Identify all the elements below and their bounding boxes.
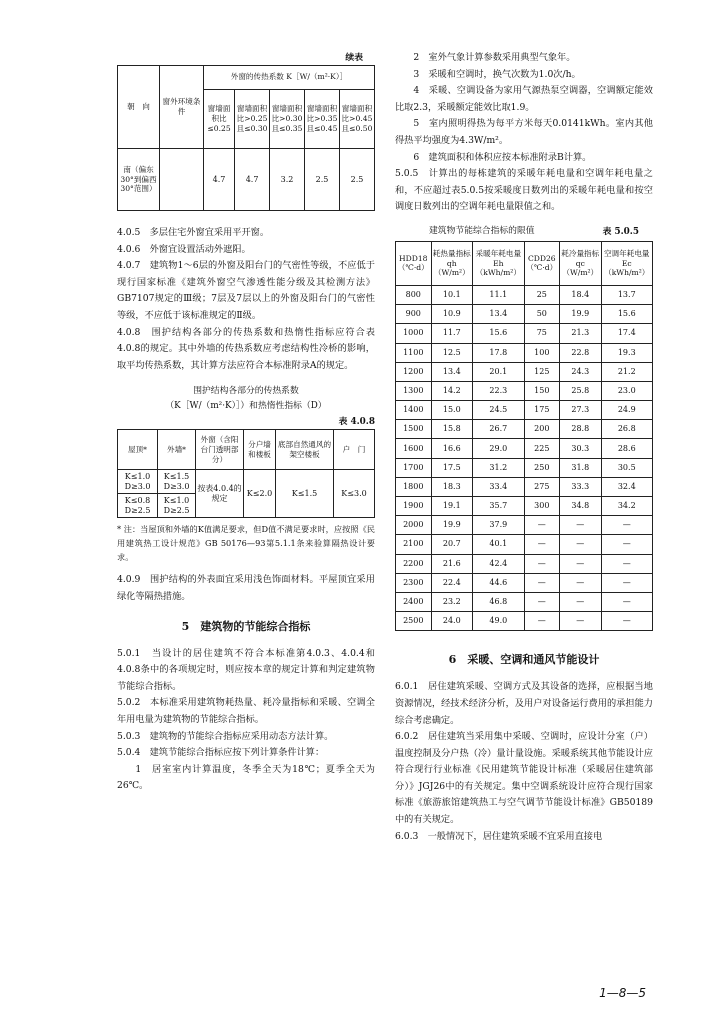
row-orientation: 南（偏东30°到偏西30°范围） — [118, 149, 160, 211]
header-wall: 外墙* — [158, 430, 196, 470]
table-row — [396, 420, 653, 439]
table-cell: 1800 — [396, 477, 432, 496]
left-column — [117, 0, 375, 795]
table-cell: — — [560, 516, 602, 535]
clause-4-0-9: 4.0.9 围护结构的外表面宜采用浅色饰面材料。平屋顶宜采用绿化等隔热措施。 — [117, 574, 375, 602]
table-cell: — — [601, 554, 652, 573]
table-505-header: 耗冷量指标 qc（W/m²） — [560, 241, 602, 285]
section-6-title: 6 采暖、空调和通风节能设计 — [448, 653, 600, 667]
table-cell: 28.6 — [601, 439, 652, 458]
table-404-continued — [117, 65, 375, 211]
k-value: 3.2 — [270, 149, 305, 211]
header-floor: 底部自然通风的架空楼板 — [276, 430, 334, 470]
table-cell: 50 — [524, 305, 559, 324]
table-cell: 44.6 — [473, 573, 524, 592]
table-cell: — — [601, 535, 652, 554]
partition-value: K≤2.0 — [244, 470, 276, 518]
clause-5-0-4-item-6: 6 建筑面积和体积应按本标准附录B计算。 — [413, 151, 592, 163]
table-408-title: 围护结构各部分的传热系数 — [193, 386, 299, 397]
table-cell: 32.4 — [601, 477, 652, 496]
clause-5-0-4: 5.0.4 建筑节能综合指标应按下列计算条件计算： — [117, 747, 325, 759]
table-cell: 40.1 — [473, 535, 524, 554]
table-cell: 24.9 — [601, 401, 652, 420]
table-cell: — — [601, 573, 652, 592]
table-cell: 2000 — [396, 516, 432, 535]
table-cell: 11.1 — [473, 285, 524, 304]
table-cell: — — [524, 554, 559, 573]
table-cell: 30.5 — [601, 458, 652, 477]
table-cell: 25.8 — [560, 381, 602, 400]
clause-6-0-3: 6.0.3 一般情况下，居住建筑采暖不宜采用直接电 — [395, 830, 603, 842]
table-cell: 25 — [524, 285, 559, 304]
table-row — [396, 535, 653, 554]
table-cell: 275 — [524, 477, 559, 496]
table-cell: 300 — [524, 497, 559, 516]
table-row — [396, 592, 653, 611]
table-cell: — — [601, 592, 652, 611]
header-orientation: 朝 向 — [118, 66, 160, 149]
header-partition: 分户墙和楼板 — [244, 430, 276, 470]
table-cell: 75 — [524, 324, 559, 343]
table-cell: 1000 — [396, 324, 432, 343]
table-cell: 31.8 — [560, 458, 602, 477]
clause-6-0-1: 6.0.1 居住建筑采暖、空调方式及其设备的选择，应根据当地资源情况，经技术经济分析，及用户对设备运行费用的承担能力综合考虑确定。 — [395, 681, 653, 726]
table-cell: — — [524, 573, 559, 592]
table-cell: 26.8 — [601, 420, 652, 439]
table-row — [396, 516, 653, 535]
table-cell: — — [560, 554, 602, 573]
table-505-header: CDD26（℃·d） — [524, 241, 559, 285]
k-value: 2.5 — [305, 149, 340, 211]
table-row — [396, 573, 653, 592]
table-cell: 1600 — [396, 439, 432, 458]
table-cell: 21.2 — [601, 362, 652, 381]
table-cell: 19.9 — [431, 516, 473, 535]
header-ratio-col: 窗墙面积比>0.45且≤0.50 — [339, 89, 374, 148]
table-505-header: HDD18（℃·d） — [396, 241, 432, 285]
table-408-number: 表 4.0.8 — [338, 417, 375, 428]
table-408-note: * 注：当屋顶和外墙的K值满足要求，但D值不满足要求时，应按照《民用建筑热工设计规范》GB 50176—93第5.1.1条来验算隔热设计要求。 — [117, 524, 375, 563]
table-cell: 2200 — [396, 554, 432, 573]
table-cell: 1400 — [396, 401, 432, 420]
table-cell: 19.1 — [431, 497, 473, 516]
table-cell: 17.8 — [473, 343, 524, 362]
clause-5-0-3: 5.0.3 建筑物的节能综合指标应采用动态方法计算。 — [117, 730, 334, 742]
table-cell: 10.1 — [431, 285, 473, 304]
clause-4-0-7: 4.0.7 建筑物1～6层的外窗及阳台门的气密性等级，不应低于现行国家标准《建筑外窗空气渗透性能分级及其检测方法》GB7107规定的Ⅲ级；7层及7层以上的外窗及阳台门的气密性等级，不应低于该标准规定的Ⅱ级。 — [117, 260, 375, 321]
table-cell: 11.7 — [431, 324, 473, 343]
clause-5-0-4-item-3: 3 采暖和空调时，换气次数为1.0次/h。 — [413, 68, 581, 80]
table-cell: — — [601, 516, 652, 535]
table-cell: 200 — [524, 420, 559, 439]
table-cell: — — [560, 612, 602, 631]
table-cell: 15.8 — [431, 420, 473, 439]
table-row — [396, 612, 653, 631]
table-cell: 100 — [524, 343, 559, 362]
section-5-title: 5 建筑物的节能综合指标 — [181, 619, 311, 633]
table-cell: 34.8 — [560, 497, 602, 516]
table-row — [396, 362, 653, 381]
table-cell: 1500 — [396, 420, 432, 439]
table-cell: 2300 — [396, 573, 432, 592]
table-cell: 29.0 — [473, 439, 524, 458]
table-cell: 15.6 — [473, 324, 524, 343]
window-value: 按表4.0.4的规定 — [196, 470, 244, 518]
continued-label: 续表 — [345, 53, 363, 63]
table-cell: — — [560, 535, 602, 554]
table-408 — [117, 429, 375, 518]
table-row — [396, 285, 653, 304]
table-cell: 13.7 — [601, 285, 652, 304]
table-cell: 19.9 — [560, 305, 602, 324]
table-cell: 24.3 — [560, 362, 602, 381]
table-cell: 14.2 — [431, 381, 473, 400]
table-cell: 37.9 — [473, 516, 524, 535]
table-row — [396, 343, 653, 362]
header-ratio-col: 窗墙面积比>0.35且≤0.45 — [305, 89, 340, 148]
table-cell: 175 — [524, 401, 559, 420]
table-cell: 22.3 — [473, 381, 524, 400]
table-row — [396, 305, 653, 324]
table-cell: — — [524, 612, 559, 631]
table-cell: 42.4 — [473, 554, 524, 573]
table-cell: 35.7 — [473, 497, 524, 516]
header-ratio-col: 窗墙面积比>0.30且≤0.35 — [270, 89, 305, 148]
page-number: 1—8—5 — [599, 986, 646, 1000]
clause-5-0-4-item-2: 2 室外气象计算参数采用典型气象年。 — [413, 52, 576, 63]
header-ratio-col: 窗墙面积比≤0.25 — [204, 89, 235, 148]
table-cell: 225 — [524, 439, 559, 458]
table-cell: — — [560, 573, 602, 592]
table-cell: 2500 — [396, 612, 432, 631]
clause-6-0-2: 6.0.2 居住建筑当采用集中采暖、空调时，应设计分室（户）温度控制及分户热（冷）量计量设施。采暖系统其他节能设计应符合现行行业标准《民用建筑节能设计标准（采暖居住建筑部分）》JGJ26中的有关规定。集中空调系统设计应符合现行国家标准《旅游旅馆建筑热工与空气调节节能设计标准》GB50189中的有关规定。 — [395, 731, 653, 826]
table-row — [396, 439, 653, 458]
table-505-title: 建筑物节能综合指标的限值 — [429, 225, 535, 236]
table-cell: 250 — [524, 458, 559, 477]
clause-4-0-8: 4.0.8 围护结构各部分的传热系数和热惰性指标应符合表4.0.8的规定。其中外墙的传热系数应考虑结构性冷桥的影响，取平均传热系数，其计算方法应符合本标准附录A的规定。 — [117, 326, 375, 371]
clause-5-0-4-item-1: 1 居室室内计算温度，冬季全天为18℃；夏季全天为26℃。 — [117, 763, 375, 792]
table-cell: 17.4 — [601, 324, 652, 343]
table-cell: 19.3 — [601, 343, 652, 362]
table-cell: — — [601, 612, 652, 631]
table-505-header: 空调年耗电量 Ec（kWh/m²） — [601, 241, 652, 285]
header-k-group: 外窗的传热系数 K［W/（m²·K）］ — [204, 66, 375, 90]
table-cell: 31.2 — [473, 458, 524, 477]
header-ratio-col: 窗墙面积比>0.25且≤0.30 — [235, 89, 270, 148]
table-505-header: 耗热量指标 qh（W/m²） — [431, 241, 473, 285]
table-cell: 27.3 — [560, 401, 602, 420]
table-row — [396, 381, 653, 400]
header-window: 外窗（含阳台门透明部分） — [196, 430, 244, 470]
table-cell: — — [560, 592, 602, 611]
table-cell: 49.0 — [473, 612, 524, 631]
table-cell: 2400 — [396, 592, 432, 611]
roof-value: K≤1.0 D≥3.0 — [118, 470, 158, 494]
table-cell: 1700 — [396, 458, 432, 477]
table-cell: 26.7 — [473, 420, 524, 439]
k-value: 4.7 — [235, 149, 270, 211]
table-cell: 24.5 — [473, 401, 524, 420]
table-cell: 22.4 — [431, 573, 473, 592]
clause-5-0-1: 5.0.1 当设计的居住建筑不符合本标准第4.0.3、4.0.4和4.0.8条中的各项规定时，则应按本章的规定计算和判定建筑物节能综合指标。 — [117, 647, 375, 692]
table-cell: 24.0 — [431, 612, 473, 631]
table-row — [396, 497, 653, 516]
table-cell: 13.4 — [473, 305, 524, 324]
table-cell: 33.4 — [473, 477, 524, 496]
table-cell: 10.9 — [431, 305, 473, 324]
table-cell: 20.7 — [431, 535, 473, 554]
table-cell: 1900 — [396, 497, 432, 516]
table-cell: 23.2 — [431, 592, 473, 611]
k-value: 4.7 — [204, 149, 235, 211]
k-value: 2.5 — [339, 149, 374, 211]
clause-5-0-4-item-4: 4 采暖、空调设备为家用气源热泵空调器，空调额定能效比取2.3，采暖额定能效比取1.9。 — [395, 85, 653, 113]
floor-value: K≤1.5 — [276, 470, 334, 518]
table-cell: 18.4 — [560, 285, 602, 304]
table-cell: 20.1 — [473, 362, 524, 381]
clause-5-0-2: 5.0.2 本标准采用建筑物耗热量、耗冷量指标和采暖、空调全年用电量为建筑物的节能综合指标。 — [117, 697, 375, 725]
table-cell: 21.3 — [560, 324, 602, 343]
right-column — [395, 0, 653, 845]
clause-5-0-5: 5.0.5 计算出的每栋建筑的采暖年耗电量和空调年耗电量之和，不应超过表5.0.5按采暖度日数列出的采暖年耗电量和按空调度日数列出的空调年耗电量限值之和。 — [395, 168, 653, 213]
table-cell: 800 — [396, 285, 432, 304]
table-cell: 150 — [524, 381, 559, 400]
table-row — [396, 324, 653, 343]
table-505-header: 采暖年耗电量 Eh（kWh/m²） — [473, 241, 524, 285]
table-cell: 18.3 — [431, 477, 473, 496]
wall-value: K≤1.5 D≥3.0 — [158, 470, 196, 494]
table-row — [396, 477, 653, 496]
table-cell: 46.8 — [473, 592, 524, 611]
table-row — [396, 554, 653, 573]
table-cell: 1100 — [396, 343, 432, 362]
table-cell: 15.6 — [601, 305, 652, 324]
table-cell: 900 — [396, 305, 432, 324]
clause-4-0-5: 4.0.5 多层住宅外窗宜采用平开窗。 — [117, 227, 270, 238]
table-505 — [395, 241, 653, 631]
wall-value: K≤1.0 D≥2.5 — [158, 494, 196, 518]
table-cell: 23.0 — [601, 381, 652, 400]
table-cell: 17.5 — [431, 458, 473, 477]
table-row — [396, 458, 653, 477]
table-cell: 28.8 — [560, 420, 602, 439]
table-cell: — — [524, 535, 559, 554]
table-cell: 34.2 — [601, 497, 652, 516]
header-environment: 窗外环境条 件 — [160, 66, 204, 149]
table-row — [396, 401, 653, 420]
table-cell: — — [524, 516, 559, 535]
table-cell: 16.6 — [431, 439, 473, 458]
table-cell: 22.8 — [560, 343, 602, 362]
table-cell: 12.5 — [431, 343, 473, 362]
clause-5-0-4-item-5: 5 室内照明得热为每平方米每天0.0141kWh。室内其他得热平均强度为4.3W/m²。 — [395, 118, 653, 146]
table-505-number: 表 5.0.5 — [602, 226, 639, 237]
table-cell: 125 — [524, 362, 559, 381]
table-cell: 2100 — [396, 535, 432, 554]
table-cell: 1200 — [396, 362, 432, 381]
row-env — [160, 149, 204, 211]
header-roof: 屋顶* — [118, 430, 158, 470]
table-cell: 21.6 — [431, 554, 473, 573]
roof-value: K≤0.8 D≥2.5 — [118, 494, 158, 518]
header-door: 户 门 — [334, 430, 375, 470]
table-cell: 33.3 — [560, 477, 602, 496]
table-cell: 15.0 — [431, 401, 473, 420]
table-cell: — — [524, 592, 559, 611]
door-value: K≤3.0 — [334, 470, 375, 518]
table-cell: 30.3 — [560, 439, 602, 458]
table-408-subtitle: （K［W/（m²·K）］）和热惰性指标（D） — [165, 401, 327, 412]
clause-4-0-6: 4.0.6 外窗宜设置活动外遮阳。 — [117, 243, 251, 255]
table-cell: 1300 — [396, 381, 432, 400]
table-cell: 13.4 — [431, 362, 473, 381]
